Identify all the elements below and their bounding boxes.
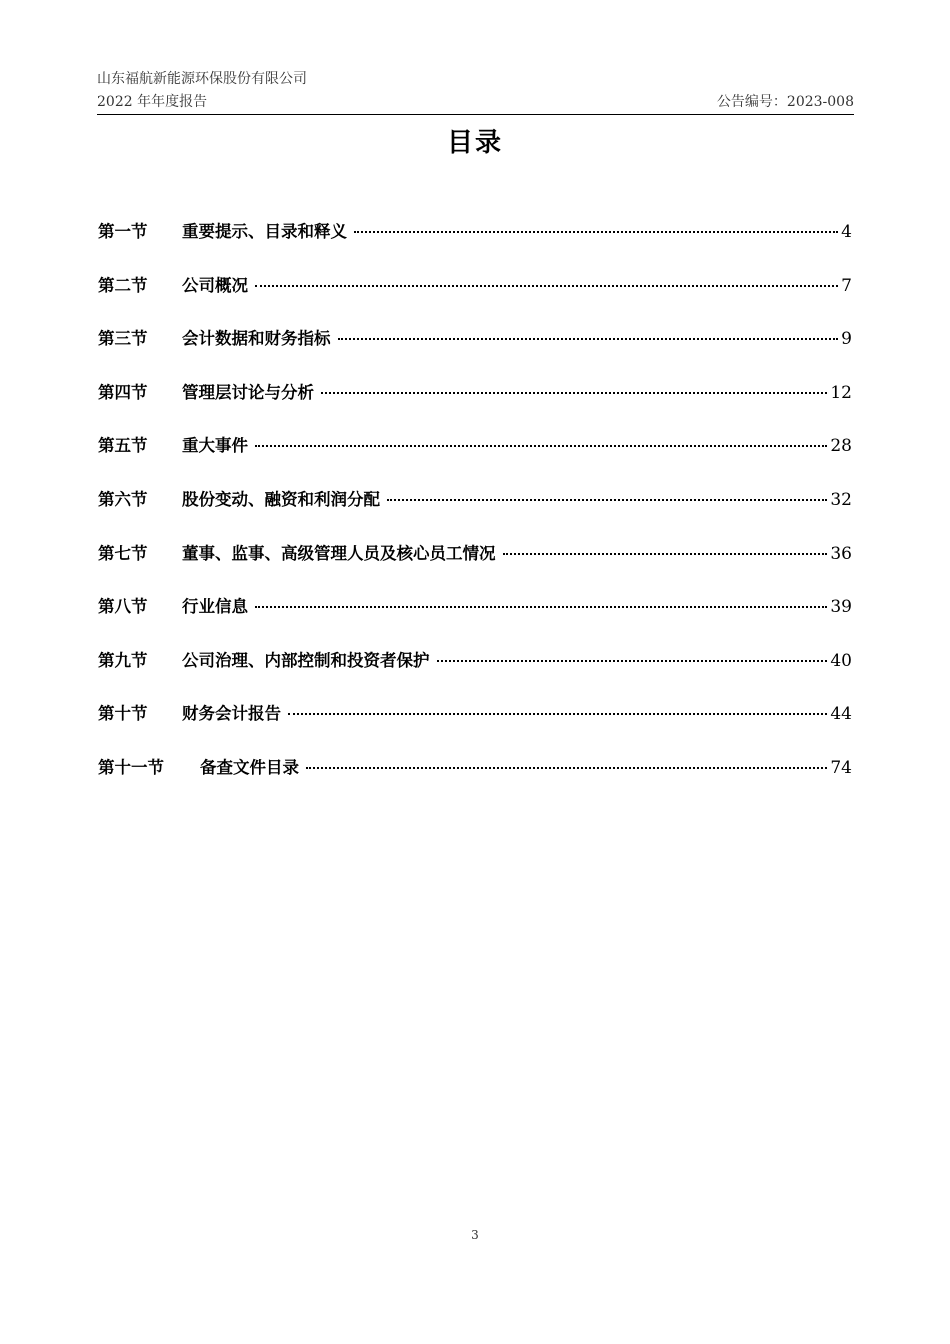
toc-title: 财务会计报告 xyxy=(182,704,281,724)
toc-entry-3[interactable] xyxy=(98,325,852,379)
toc-entry-5[interactable] xyxy=(98,432,852,486)
toc-leader-dots xyxy=(354,231,838,233)
page-footer xyxy=(0,1228,950,1242)
toc-section: 第八节 xyxy=(98,597,148,617)
toc-leader-dots xyxy=(437,660,828,662)
toc-leader-dots xyxy=(306,767,827,769)
table-of-contents xyxy=(98,218,852,808)
toc-entry-11[interactable] xyxy=(98,754,852,808)
toc-title: 备查文件目录 xyxy=(200,757,299,777)
toc-title: 公司治理、内部控制和投资者保护 xyxy=(182,650,430,670)
toc-page-number: 7 xyxy=(841,275,852,296)
toc-leader-dots xyxy=(255,285,838,287)
toc-section: 第一节 xyxy=(98,222,148,241)
toc-page-number: 4 xyxy=(841,222,852,242)
toc-title: 股份变动、融资和利润分配 xyxy=(182,489,380,509)
toc-page-number: 44 xyxy=(830,704,852,725)
toc-entry-7[interactable] xyxy=(98,540,852,594)
report-title: 2022 年年度报告 xyxy=(97,94,208,110)
toc-leader-dots xyxy=(387,499,827,501)
toc-entry-10[interactable] xyxy=(98,700,852,754)
toc-leader-dots xyxy=(288,713,827,715)
toc-title: 管理层讨论与分析 xyxy=(182,382,314,402)
toc-entry-1[interactable] xyxy=(98,218,852,272)
toc-page-number: 39 xyxy=(830,597,852,618)
toc-entry-4[interactable] xyxy=(98,379,852,433)
toc-section: 第五节 xyxy=(98,436,148,456)
toc-entry-9[interactable] xyxy=(98,647,852,701)
toc-section: 第七节 xyxy=(98,543,148,563)
toc-entry-8[interactable] xyxy=(98,593,852,647)
toc-title: 重要提示、目录和释义 xyxy=(182,222,347,241)
toc-section: 第三节 xyxy=(98,329,148,349)
toc-section: 第四节 xyxy=(98,382,148,402)
toc-title: 董事、监事、高级管理人员及核心员工情况 xyxy=(182,543,496,563)
toc-section: 第十一节 xyxy=(98,757,164,777)
toc-leader-dots xyxy=(503,553,828,555)
toc-title: 会计数据和财务指标 xyxy=(182,329,331,349)
page-header xyxy=(97,66,854,115)
toc-leader-dots xyxy=(255,606,827,608)
page-number: 3 xyxy=(471,1228,479,1242)
toc-page-number: 74 xyxy=(830,757,852,778)
notice-number: 公告编号：2023-008 xyxy=(716,94,854,110)
toc-leader-dots xyxy=(255,445,827,447)
toc-page-number: 28 xyxy=(830,436,852,457)
toc-entry-2[interactable] xyxy=(98,272,852,326)
toc-page-number: 36 xyxy=(830,543,852,564)
company-name: 山东福航新能源环保股份有限公司 xyxy=(97,71,307,87)
toc-title: 公司概况 xyxy=(182,275,248,295)
toc-section: 第六节 xyxy=(98,489,148,509)
toc-section: 第九节 xyxy=(98,650,148,670)
toc-page-number: 12 xyxy=(830,382,852,403)
toc-title: 重大事件 xyxy=(182,436,248,456)
toc-entry-6[interactable] xyxy=(98,486,852,540)
toc-section: 第二节 xyxy=(98,275,148,295)
toc-title: 行业信息 xyxy=(182,597,248,617)
toc-leader-dots xyxy=(338,338,839,340)
toc-page-number: 40 xyxy=(830,650,852,671)
toc-leader-dots xyxy=(321,392,827,394)
toc-section: 第十节 xyxy=(98,704,148,724)
toc-page-number: 32 xyxy=(830,489,852,510)
toc-page-number: 9 xyxy=(841,329,852,350)
page-title: 目录 xyxy=(446,128,503,158)
